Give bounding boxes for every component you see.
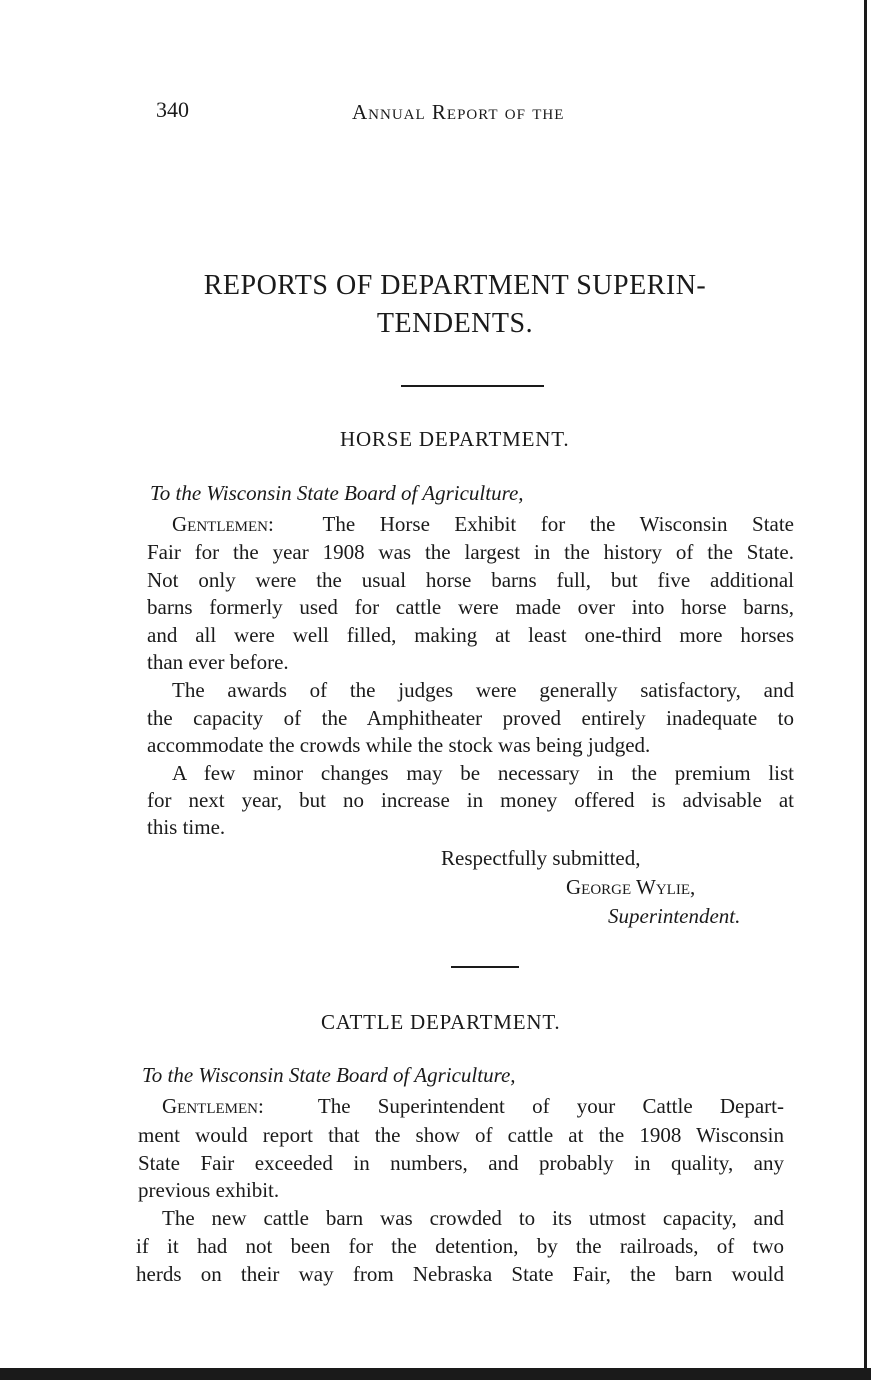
cattle-line-5: The new cattle barn was crowded to its utmost capacity, and <box>162 1206 784 1230</box>
horse-line-3: Not only were the usual horse barns full, but five additional <box>147 568 794 592</box>
horse-signature: George Wylie, <box>566 875 696 899</box>
horse-line-9: accommodate the crowds while the stock was being judged. <box>147 733 651 757</box>
cattle-line-3: State Fair exceeded in numbers, and probably in quality, any <box>138 1151 784 1175</box>
cattle-gentlemen: Gentlemen: <box>162 1094 264 1118</box>
horse-line-4: barns formerly used for cattle were made over into horse barns, <box>147 595 794 619</box>
horse-line-10: A few minor changes may be necessary in the premium list <box>172 761 794 785</box>
horse-gentlemen: Gentlemen: <box>172 512 274 536</box>
horse-line-2: Fair for the year 1908 was the largest in the history of the State. <box>147 540 794 564</box>
main-title-line-2: TENDENTS. <box>376 308 534 339</box>
cattle-line-6: if it had not been for the detention, by the railroads, of two <box>136 1234 784 1258</box>
horse-line-7: The awards of the judges were generally satisfactory, and <box>172 678 794 702</box>
horse-signature-title: Superintendent. <box>608 904 741 928</box>
horse-line-11: for next year, but no increase in money offered is advisable at <box>147 788 794 812</box>
horse-line-1: Gentlemen: The Horse Exhibit for the Wisconsin State <box>172 512 795 536</box>
cattle-department-heading: CATTLE DEPARTMENT. <box>321 1010 561 1034</box>
cattle-line-1: Gentlemen: The Superintendent of your Cattle Depart- <box>162 1094 784 1118</box>
page-edge-shadow-right <box>864 0 867 1372</box>
horse-line-6: than ever before. <box>147 650 289 674</box>
section-divider <box>401 385 544 387</box>
horse-line-8: the capacity of the Amphitheater proved entirely inadequate to <box>147 706 794 730</box>
main-title-line-1: REPORTS OF DEPARTMENT SUPERIN- <box>203 270 707 301</box>
cattle-line-4: previous exhibit. <box>138 1178 280 1202</box>
page-number: 340 <box>156 97 189 122</box>
horse-line-5: and all were well filled, making at least one-third more horses <box>147 623 794 647</box>
page-edge-shadow-bottom <box>0 1368 871 1380</box>
horse-salutation: To the Wisconsin State Board of Agriculture, <box>150 481 524 505</box>
section-divider <box>451 966 519 968</box>
horse-closing: Respectfully submitted, <box>441 846 641 870</box>
horse-department-heading: HORSE DEPARTMENT. <box>340 427 570 451</box>
cattle-salutation: To the Wisconsin State Board of Agriculture, <box>142 1063 516 1087</box>
running-head: Annual Report of the <box>352 100 565 124</box>
horse-line-12: this time. <box>147 815 226 839</box>
cattle-line-7: herds on their way from Nebraska State Fair, the barn would <box>136 1262 784 1286</box>
cattle-line-2: ment would report that the show of cattle at the 1908 Wisconsin <box>138 1123 784 1147</box>
